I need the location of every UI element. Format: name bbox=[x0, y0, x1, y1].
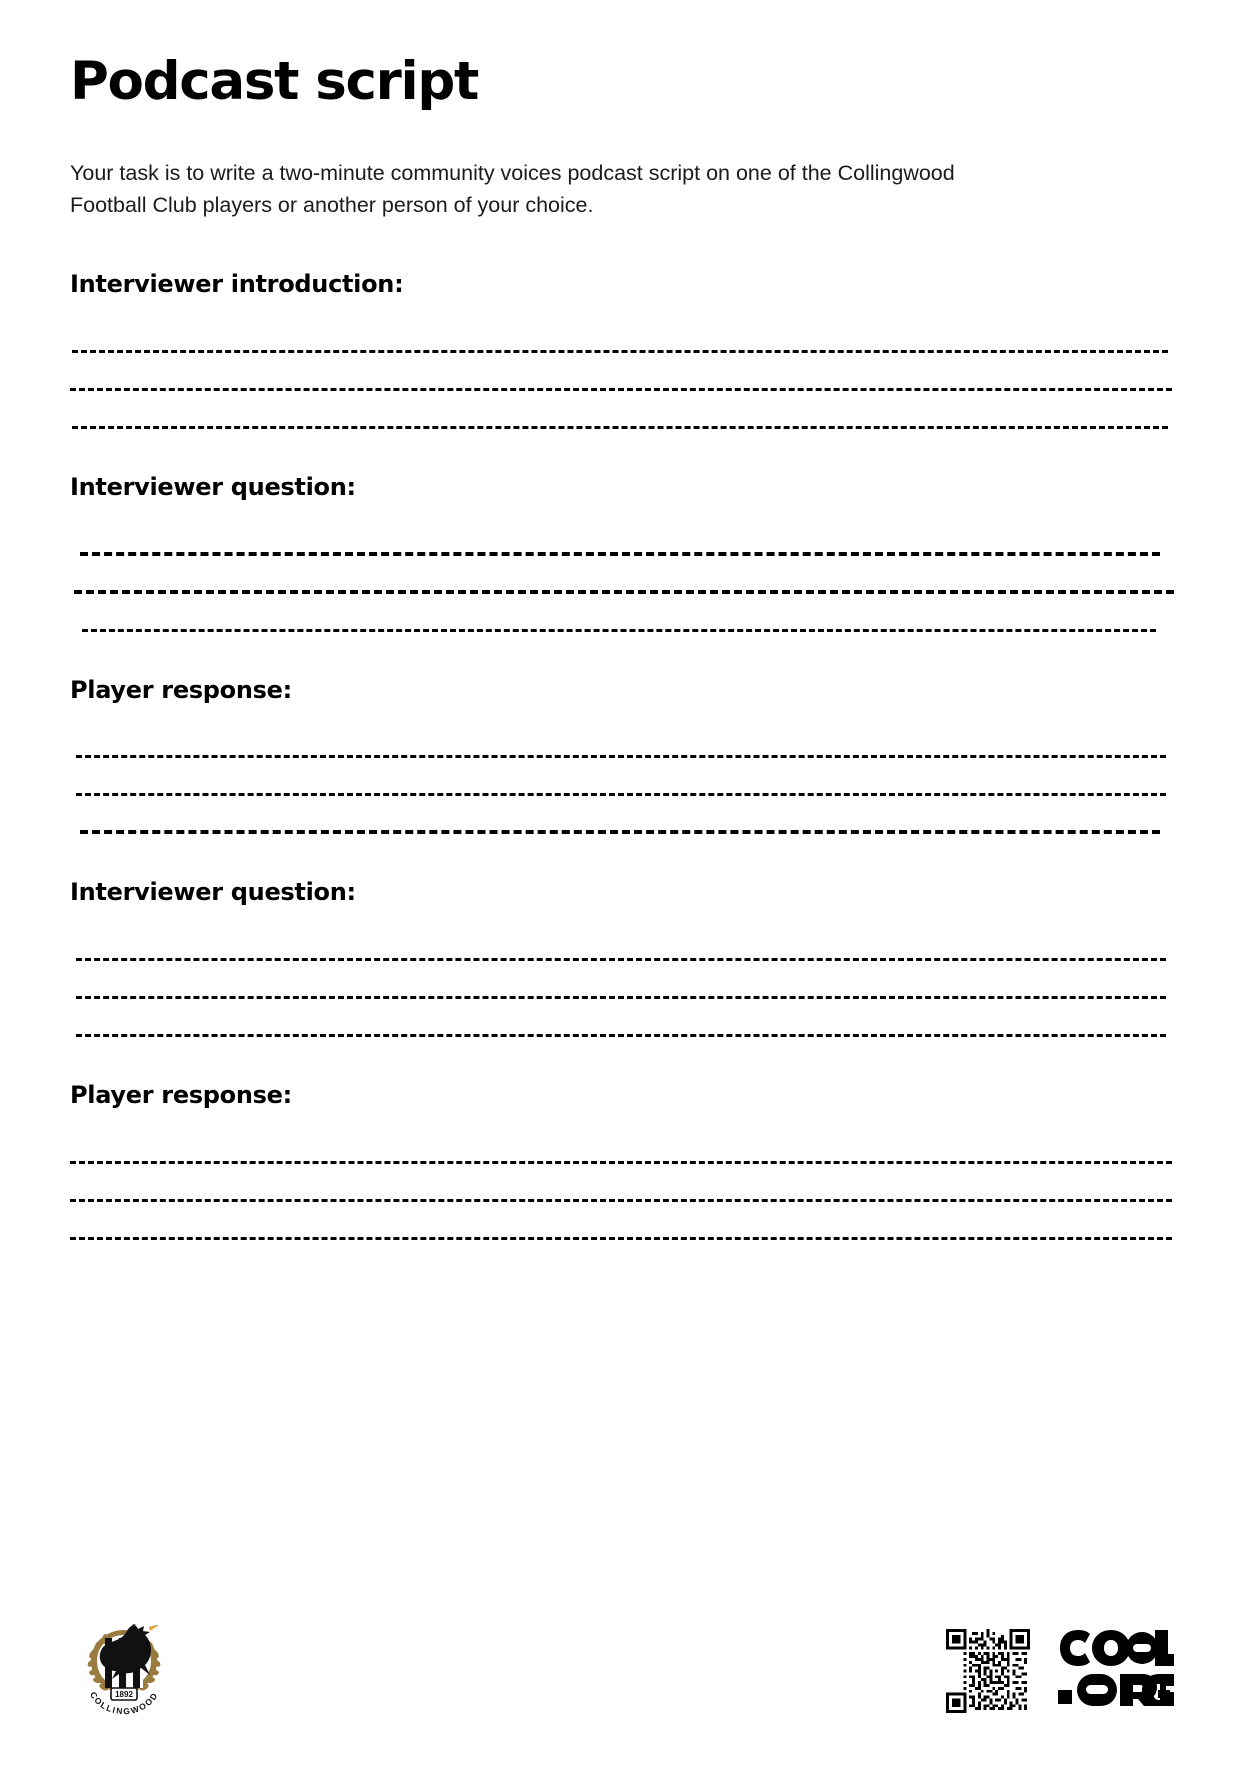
qr-code-icon[interactable] bbox=[946, 1629, 1030, 1713]
answer-line[interactable] bbox=[70, 397, 1174, 435]
footer-brand-group bbox=[946, 1628, 1174, 1714]
answer-line[interactable] bbox=[70, 929, 1174, 967]
collingwood-magpie-crest-icon bbox=[78, 1616, 170, 1720]
answer-line[interactable] bbox=[70, 359, 1174, 397]
answer-line[interactable] bbox=[70, 321, 1174, 359]
section-player-response-1 bbox=[70, 638, 1174, 841]
answer-lines[interactable] bbox=[70, 907, 1174, 1043]
answer-line[interactable] bbox=[70, 1208, 1174, 1246]
answer-line[interactable] bbox=[70, 524, 1174, 562]
task-instructions: Your task is to write a two-minute community voices podcast script on one of the Collingwood Football Club players or another person of your choice. bbox=[70, 161, 955, 218]
answer-lines[interactable] bbox=[70, 299, 1174, 435]
document-content bbox=[70, 0, 1174, 1246]
page-title: Podcast script bbox=[70, 51, 479, 112]
section-interviewer-question-2 bbox=[70, 840, 1174, 1043]
section-interviewer-introduction bbox=[70, 222, 1174, 435]
club-name-label bbox=[170, 1616, 171, 1617]
svg-text:1892: 1892 bbox=[115, 1690, 133, 1699]
section-heading: Player response: bbox=[70, 1081, 292, 1110]
answer-line[interactable] bbox=[70, 562, 1174, 600]
answer-line[interactable] bbox=[70, 1170, 1174, 1208]
answer-line[interactable] bbox=[70, 600, 1174, 638]
answer-lines[interactable] bbox=[70, 1110, 1174, 1246]
answer-lines[interactable] bbox=[70, 704, 1174, 840]
cool-org-logo-icon[interactable] bbox=[1056, 1628, 1174, 1714]
page-footer bbox=[70, 1598, 1174, 1728]
svg-text:COLLINGWOOD: COLLINGWOOD bbox=[87, 1689, 161, 1717]
brand-logo-line2 bbox=[1056, 1714, 1057, 1715]
section-interviewer-question-1 bbox=[70, 435, 1174, 638]
section-heading: Interviewer introduction: bbox=[70, 269, 404, 298]
answer-line[interactable] bbox=[70, 1005, 1174, 1043]
section-player-response-2 bbox=[70, 1043, 1174, 1246]
section-heading: Player response: bbox=[70, 675, 292, 704]
answer-lines[interactable] bbox=[70, 502, 1174, 638]
answer-line[interactable] bbox=[70, 802, 1174, 840]
club-established-year bbox=[170, 1616, 171, 1617]
answer-line[interactable] bbox=[70, 967, 1174, 1005]
answer-line[interactable] bbox=[70, 726, 1174, 764]
answer-line[interactable] bbox=[70, 1132, 1174, 1170]
brand-logo-line1 bbox=[1056, 1714, 1057, 1715]
section-heading: Interviewer question: bbox=[70, 878, 356, 907]
answer-line[interactable] bbox=[70, 764, 1174, 802]
section-heading: Interviewer question: bbox=[70, 472, 356, 501]
